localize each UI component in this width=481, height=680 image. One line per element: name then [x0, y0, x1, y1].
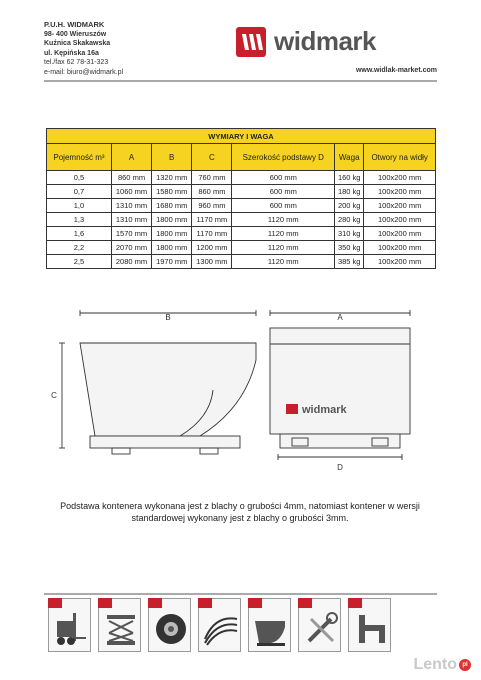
table-cell: 100x200 mm	[364, 227, 436, 241]
table-cell: 860 mm	[192, 185, 232, 199]
tire-icon	[148, 598, 191, 652]
dimension-c-label: C	[51, 391, 57, 400]
table-cell: 1970 mm	[152, 255, 192, 269]
table-cell: 760 mm	[192, 171, 232, 185]
table-cell: 2,2	[47, 241, 112, 255]
table-cell: 280 kg	[335, 213, 364, 227]
company-address-2: Kuźnica Skakawska	[44, 40, 111, 48]
footer-divider	[44, 593, 437, 595]
table-cell: 1,6	[47, 227, 112, 241]
watermark-badge: pl	[459, 659, 471, 671]
table-header-cell: Szerokość podstawy D	[232, 144, 335, 171]
table-cell: 200 kg	[335, 199, 364, 213]
table-cell: 1800 mm	[152, 227, 192, 241]
table-cell: 1120 mm	[232, 241, 335, 255]
table-cell: 350 kg	[335, 241, 364, 255]
table-header-cell: B	[152, 144, 192, 171]
table-cell: 860 mm	[111, 171, 151, 185]
brand-tag-icon	[248, 598, 262, 608]
table-body	[47, 171, 436, 269]
table-row	[47, 213, 436, 227]
table-row	[47, 185, 436, 199]
table-cell: 100x200 mm	[364, 255, 436, 269]
drawing-logo-text: widmark	[302, 404, 347, 416]
dimension-d-label: D	[337, 463, 343, 472]
container-drawing	[40, 308, 440, 478]
company-address-1: 98- 400 Wieruszów	[44, 30, 107, 38]
table-row	[47, 255, 436, 269]
table-cell: 1200 mm	[192, 241, 232, 255]
table-cell: 1120 mm	[232, 255, 335, 269]
brand-tag-icon	[198, 598, 212, 608]
hydraulic-hoses-icon	[198, 598, 241, 652]
drawing-logo-mark-icon	[286, 404, 298, 414]
table-header-cell: Otwory na widły	[364, 144, 436, 171]
table-cell: 100x200 mm	[364, 199, 436, 213]
company-info	[44, 20, 123, 78]
brand-tag-icon	[48, 598, 62, 608]
table-row	[47, 227, 436, 241]
table-cell: 0,5	[47, 171, 112, 185]
dimension-b-label: B	[165, 313, 171, 322]
brand-tag-icon	[348, 598, 362, 608]
header-divider	[44, 80, 437, 82]
dimension-a-label: A	[337, 313, 343, 322]
table-cell: 2070 mm	[111, 241, 151, 255]
table-cell: 1310 mm	[111, 199, 151, 213]
table-cell: 2,5	[47, 255, 112, 269]
table-cell: 1800 mm	[152, 213, 192, 227]
lento-watermark	[413, 656, 471, 674]
table-cell: 100x200 mm	[364, 171, 436, 185]
table-cell: 385 kg	[335, 255, 364, 269]
watermark-text: Lento	[413, 656, 457, 673]
description-text: Podstawa kontenera wykonana jest z blachy o grubości 4mm, natomiast kontener w wersji standardowej wykonany jest z blachy o grubości 3mm.	[60, 501, 420, 523]
table-cell: 310 kg	[335, 227, 364, 241]
table-cell: 1580 mm	[152, 185, 192, 199]
table-cell: 2080 mm	[111, 255, 151, 269]
table-cell: 100x200 mm	[364, 241, 436, 255]
dimensions-table	[46, 128, 436, 269]
website-link[interactable]: www.widlak-market.com	[355, 67, 437, 74]
table-cell: 1120 mm	[232, 213, 335, 227]
table-cell: 1310 mm	[111, 213, 151, 227]
table-header-cell: A	[111, 144, 151, 171]
attachment-icon	[348, 598, 391, 652]
table-header-row	[47, 144, 436, 171]
scissor-lift-icon	[98, 598, 141, 652]
tools-icon	[298, 598, 341, 652]
table-cell: 1680 mm	[152, 199, 192, 213]
company-phone: tel./fax 62 78-31-323	[44, 59, 109, 67]
brand-tag-icon	[298, 598, 312, 608]
table-cell: 100x200 mm	[364, 213, 436, 227]
table-cell: 1800 mm	[152, 241, 192, 255]
brand-tag-icon	[148, 598, 162, 608]
table-title: WYMIARY I WAGA	[47, 129, 436, 144]
table-row	[47, 241, 436, 255]
footer-icon-row	[48, 598, 391, 652]
table-row	[47, 199, 436, 213]
table-cell: 600 mm	[232, 185, 335, 199]
table-cell: 100x200 mm	[364, 185, 436, 199]
table-cell: 1,3	[47, 213, 112, 227]
table-cell: 1,0	[47, 199, 112, 213]
tipping-container-icon	[248, 598, 291, 652]
table-cell: 600 mm	[232, 199, 335, 213]
table-cell: 1060 mm	[111, 185, 151, 199]
brand-logo	[236, 26, 376, 57]
table-cell: 600 mm	[232, 171, 335, 185]
company-street: ul. Kępińska 16a	[44, 49, 99, 57]
logo-text: widmark	[274, 26, 376, 56]
forklift-icon	[48, 598, 91, 652]
table-cell: 1170 mm	[192, 213, 232, 227]
table-cell: 1170 mm	[192, 227, 232, 241]
company-name: P.U.H. WIDMARK	[44, 20, 105, 29]
table-cell: 1300 mm	[192, 255, 232, 269]
table-cell: 0,7	[47, 185, 112, 199]
table-cell: 1320 mm	[152, 171, 192, 185]
table-header-cell: Waga	[335, 144, 364, 171]
table-header-cell: Pojemność m³	[47, 144, 112, 171]
table-header-cell: C	[192, 144, 232, 171]
brand-tag-icon	[98, 598, 112, 608]
logo-mark-icon	[236, 27, 266, 57]
table-cell: 180 kg	[335, 185, 364, 199]
table-cell: 160 kg	[335, 171, 364, 185]
table-cell: 960 mm	[192, 199, 232, 213]
table-cell: 1570 mm	[111, 227, 151, 241]
company-email: e-mail: biuro@widmark.pl	[44, 68, 124, 76]
table-row	[47, 171, 436, 185]
table-cell: 1120 mm	[232, 227, 335, 241]
